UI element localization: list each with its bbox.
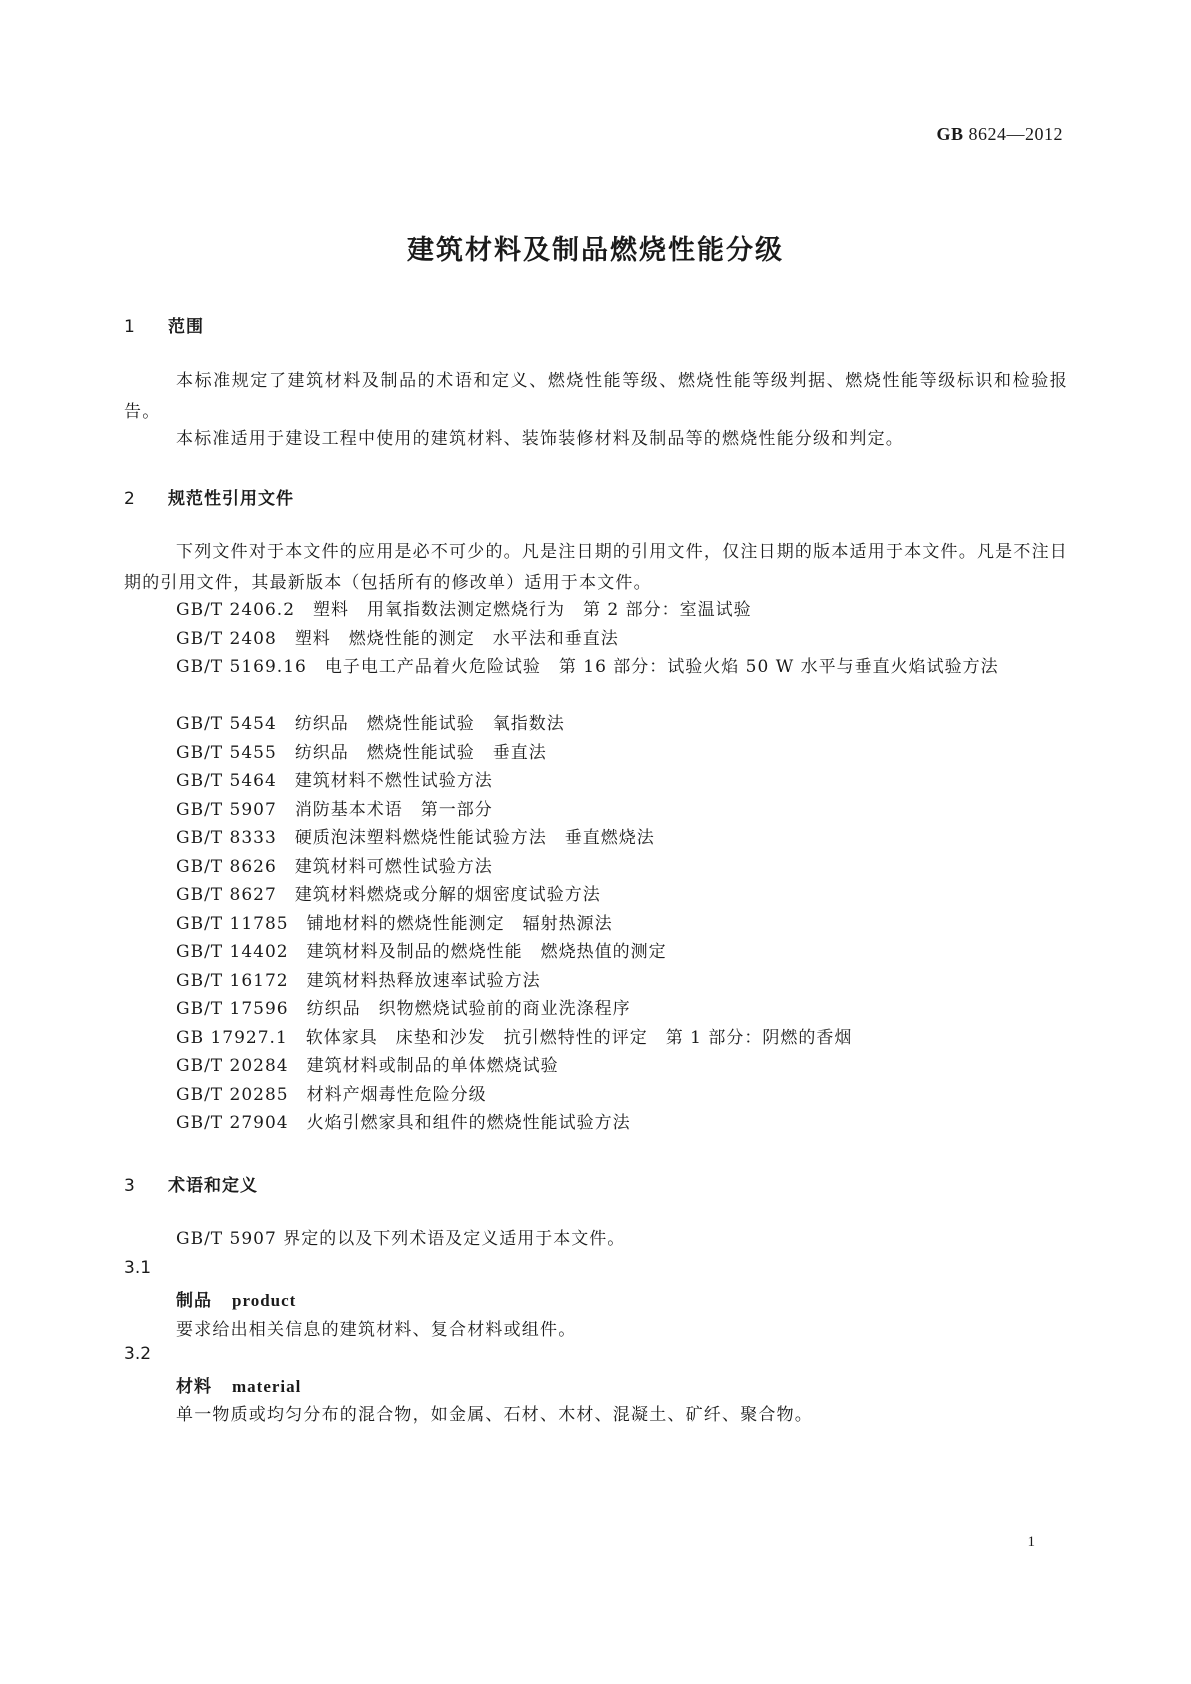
- page-number: 1: [1027, 1534, 1035, 1550]
- reference-code: GB/T 5169.16: [176, 657, 307, 677]
- reference-item: [176, 766, 493, 797]
- reference-code: GB/T 11785: [176, 914, 289, 934]
- reference-title: 建筑材料及制品的燃烧性能 燃烧热值的测定: [306, 942, 667, 962]
- normative-intro: 下列文件对于本文件的应用是必不可少的。凡是注日期的引用文件，仅注日期的版本适用于本文件。凡是不注日期的引用文件，其最新版本（包括所有的修改单）适用于本文件。: [124, 542, 1068, 593]
- reference-code: GB/T 5454: [176, 714, 277, 734]
- reference-title: 塑料 燃烧性能的测定 水平法和垂直法: [294, 629, 619, 649]
- reference-title: 纺织品 燃烧性能试验 垂直法: [294, 743, 547, 763]
- reference-title: 建筑材料燃烧或分解的烟密度试验方法: [294, 885, 601, 905]
- reference-item: [176, 738, 547, 769]
- reference-code: GB/T 2408: [176, 629, 277, 649]
- term-definition: 要求给出相关信息的建筑材料、复合材料或组件。: [176, 1320, 577, 1340]
- section-heading-terms: [124, 1171, 258, 1196]
- reference-code: GB/T 27904: [176, 1113, 289, 1133]
- term-zh: 材料: [176, 1377, 212, 1397]
- reference-item: [176, 595, 752, 626]
- reference-code: GB/T 20285: [176, 1085, 289, 1105]
- term-en: material: [232, 1377, 302, 1396]
- reference-title: 消防基本术语 第一部分: [294, 800, 493, 820]
- reference-item: [176, 823, 655, 854]
- terms-intro: GB/T 5907 界定的以及下列术语及定义适用于本文件。: [176, 1229, 626, 1249]
- reference-code: GB/T 2406.2: [176, 600, 296, 620]
- reference-code: GB/T 14402: [176, 942, 289, 962]
- reference-code: GB/T 8626: [176, 857, 277, 877]
- reference-item: [176, 880, 601, 911]
- standard-code-number: 8624—2012: [968, 124, 1063, 144]
- reference-title: 建筑材料可燃性试验方法: [294, 857, 493, 877]
- reference-code: GB/T 20284: [176, 1056, 289, 1076]
- reference-title: 材料产烟毒性危险分级: [306, 1085, 487, 1105]
- reference-title: 建筑材料不燃性试验方法: [294, 771, 493, 791]
- section-heading-scope: [124, 312, 204, 337]
- term-number: 3.1: [124, 1258, 152, 1278]
- section-title: 术语和定义: [168, 1176, 258, 1196]
- reference-title: 铺地材料的燃烧性能测定 辐射热源法: [306, 914, 613, 934]
- reference-code: GB/T 17596: [176, 999, 289, 1019]
- term-zh: 制品: [176, 1291, 212, 1311]
- document-title: 建筑材料及制品燃烧性能分级: [407, 235, 784, 266]
- reference-code: GB/T 8627: [176, 885, 277, 905]
- reference-item: [176, 1051, 559, 1082]
- reference-code: GB/T 5907: [176, 800, 277, 820]
- section-number: 3: [124, 1176, 136, 1196]
- reference-item: [176, 1080, 487, 1111]
- reference-item: [124, 652, 1068, 683]
- reference-code: GB/T 5455: [176, 743, 277, 763]
- reference-item: [176, 966, 541, 997]
- section-heading-normative: [124, 484, 294, 509]
- section-title: 规范性引用文件: [168, 489, 294, 509]
- reference-code: GB/T 5464: [176, 771, 277, 791]
- standard-code: [936, 124, 1063, 145]
- reference-item: [176, 624, 619, 655]
- reference-title: 火焰引燃家具和组件的燃烧性能试验方法: [306, 1113, 631, 1133]
- term-definition: 单一物质或均匀分布的混合物，如金属、石材、木材、混凝土、矿纤、聚合物。: [176, 1405, 813, 1425]
- term-en: product: [232, 1291, 297, 1310]
- section-title: 范围: [168, 317, 204, 337]
- reference-item: [176, 1023, 852, 1054]
- standard-code-prefix: GB: [936, 124, 964, 144]
- section-number: 2: [124, 489, 136, 509]
- reference-item: [176, 795, 493, 826]
- reference-title: 纺织品 燃烧性能试验 氧指数法: [294, 714, 565, 734]
- scope-paragraph-1: 本标准规定了建筑材料及制品的术语和定义、燃烧性能等级、燃烧性能等级判据、燃烧性能等级标识和检验报告。: [124, 371, 1068, 422]
- reference-code: GB/T 16172: [176, 971, 289, 991]
- section-number: 1: [124, 317, 136, 337]
- reference-title: 建筑材料热释放速率试验方法: [306, 971, 541, 991]
- reference-code: GB 17927.1: [176, 1028, 288, 1048]
- term-heading: [176, 1286, 296, 1311]
- reference-title: 塑料 用氧指数法测定燃烧行为 第 2 部分：室温试验: [313, 600, 752, 620]
- reference-title: 软体家具 床垫和沙发 抗引燃特性的评定 第 1 部分：阴燃的香烟: [305, 1028, 853, 1048]
- reference-item: [176, 909, 613, 940]
- reference-item: [176, 709, 565, 740]
- reference-item: [176, 937, 667, 968]
- term-heading: [176, 1372, 301, 1397]
- reference-title: 电子电工产品着火危险试验 第 16 部分：试验火焰 50 W 水平与垂直火焰试验方法: [324, 657, 999, 677]
- term-number: 3.2: [124, 1344, 152, 1364]
- reference-title: 建筑材料或制品的单体燃烧试验: [306, 1056, 559, 1076]
- reference-item: [176, 994, 631, 1025]
- reference-title: 纺织品 织物燃烧试验前的商业洗涤程序: [306, 999, 631, 1019]
- reference-item: [176, 852, 493, 883]
- reference-title: 硬质泡沫塑料燃烧性能试验方法 垂直燃烧法: [294, 828, 655, 848]
- reference-item: [176, 1108, 631, 1139]
- reference-code: GB/T 8333: [176, 828, 277, 848]
- scope-paragraph-2: 本标准适用于建设工程中使用的建筑材料、装饰装修材料及制品等的燃烧性能分级和判定。: [176, 429, 904, 449]
